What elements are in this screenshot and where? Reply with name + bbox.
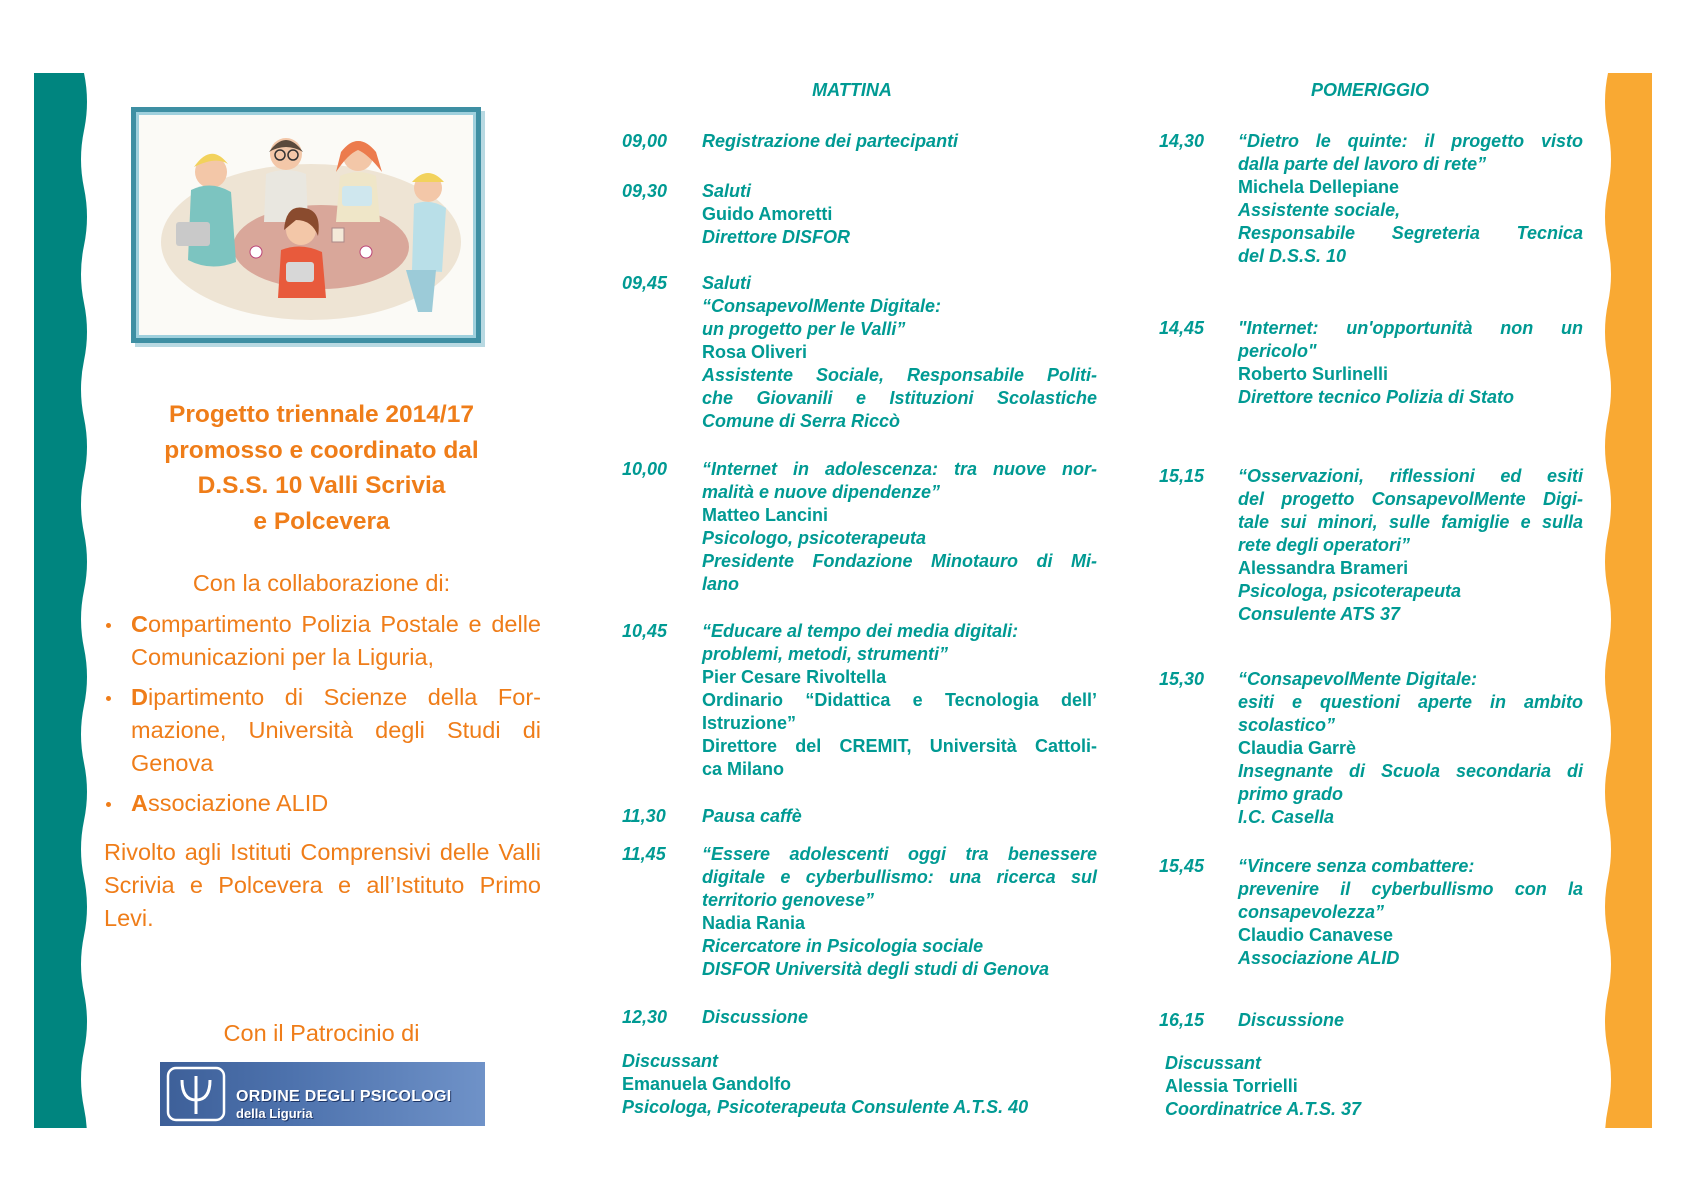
schedule-line: “Educare al tempo dei media digitali: — [702, 621, 1019, 641]
schedule-time: 09,00 — [622, 131, 668, 151]
collaboration-list — [104, 608, 541, 827]
patronage-heading: Con il Patrocinio di — [223, 1020, 420, 1046]
collaborator-initial: C — [131, 611, 148, 637]
schedule-line: “ConsapevolMente Digitale: — [702, 296, 942, 316]
schedule-line: Saluti — [702, 181, 752, 201]
illustration-drawing — [136, 112, 476, 338]
schedule-line: Assistente sociale, — [1238, 200, 1401, 220]
schedule-line: DISFOR Università degli studi di Genova — [702, 959, 1050, 979]
schedule-time: 09,30 — [622, 181, 668, 201]
schedule-line: Direttore del CREMIT, Università Cattoli- — [702, 736, 1097, 756]
schedule-line: Consulente ATS 37 — [1238, 604, 1401, 624]
schedule-time: 10,45 — [622, 621, 668, 641]
schedule-line: Pausa caffè — [702, 806, 802, 826]
discussant-name: Alessia Torrielli — [1165, 1076, 1298, 1096]
schedule-line: dalla parte del lavoro di rete” — [1238, 154, 1487, 174]
schedule-line: Ricercatore in Psicologia sociale — [702, 936, 984, 956]
schedule-time: 14,45 — [1159, 318, 1205, 338]
schedule-line: che Giovanili e Istituzioni Scolastiche — [702, 388, 1097, 408]
schedule-line: “Essere adolescenti oggi tra benessere — [702, 844, 1097, 864]
schedule-description — [702, 130, 1097, 153]
schedule-description — [1238, 465, 1583, 626]
afternoon-discussant — [1165, 1052, 1361, 1121]
schedule-line: Istruzione” — [702, 713, 797, 733]
schedule-time: 16,15 — [1159, 1010, 1205, 1030]
schedule-line: Discussione — [1238, 1010, 1345, 1030]
afternoon-heading: POMERIGGIO — [1310, 80, 1429, 100]
schedule-line: Registrazione dei partecipanti — [702, 131, 959, 151]
schedule-description — [702, 805, 1097, 828]
schedule-description — [1238, 855, 1583, 970]
schedule-time: 10,00 — [622, 459, 668, 479]
schedule-line: territorio genovese” — [702, 890, 875, 910]
collaborator-initial: A — [131, 790, 148, 816]
logo-text-line1: ORDINE DEGLI PSICOLOGI — [236, 1088, 452, 1105]
schedule-line: Claudio Canavese — [1238, 925, 1394, 945]
schedule-line: ca Milano — [702, 759, 785, 779]
wave-fill — [1605, 73, 1652, 1128]
schedule-time: 11,30 — [622, 806, 666, 826]
discussant-role: Coordinatrice A.T.S. 37 — [1165, 1099, 1362, 1119]
collaborator-item — [104, 787, 541, 820]
collaborator-name: ipartimento di Scienze della For-mazione, Università degli Studi di Genova — [131, 684, 541, 776]
schedule-line: Ordinario “Didattica e Tecnologia dell’ — [702, 690, 1097, 710]
schedule-description — [702, 458, 1097, 596]
schedule-line: malità e nuove dipendenze” — [702, 482, 941, 502]
schedule-line: Saluti — [702, 273, 752, 293]
project-title — [104, 397, 539, 539]
schedule-description — [1238, 130, 1583, 268]
teens-with-devices-illustration — [131, 107, 481, 343]
schedule-line: lano — [702, 574, 740, 594]
project-title-line: D.S.S. 10 Valli Scrivia — [197, 472, 446, 499]
collaborator-name: ssociazione ALID — [147, 790, 329, 816]
schedule-line: Direttore tecnico Polizia di Stato — [1238, 387, 1515, 407]
left-decorative-band — [34, 73, 90, 1128]
schedule-line: "Internet: un'opportunità non un — [1238, 318, 1583, 338]
schedule-line: “Internet in adolescenza: tra nuove nor- — [702, 459, 1097, 479]
schedule-description — [702, 180, 1097, 249]
collaboration-heading: Con la collaborazione di: — [192, 570, 451, 596]
schedule-description — [702, 843, 1097, 981]
schedule-description — [702, 272, 1097, 433]
right-wave-shape — [1602, 73, 1652, 1128]
schedule-line: Comune di Serra Riccò — [702, 411, 901, 431]
schedule-time: 12,30 — [622, 1007, 668, 1027]
schedule-line: Psicologa, psicoterapeuta — [1238, 581, 1462, 601]
schedule-line: Michela Dellepiane — [1238, 177, 1400, 197]
wave-fill — [34, 73, 87, 1128]
schedule-description — [1238, 1009, 1583, 1032]
morning-heading: MATTINA — [812, 80, 892, 100]
morning-discussant — [622, 1050, 1028, 1119]
schedule-line: del D.S.S. 10 — [1238, 246, 1347, 266]
target-audience-text: Rivolto agli Istituti Comprensivi delle Valli Scrivia e Polcevera e all’Istituto Primo Levi. — [104, 839, 541, 931]
schedule-line: Claudia Garrè — [1238, 738, 1357, 758]
schedule-line: “Vincere senza combattere: — [1238, 856, 1475, 876]
schedule-line: Insegnante di Scuola secondaria di — [1238, 761, 1583, 781]
schedule-description — [702, 620, 1097, 781]
schedule-line: scolastico” — [1238, 715, 1336, 735]
schedule-time: 15,15 — [1159, 466, 1205, 486]
schedule-line: Direttore DISFOR — [702, 227, 851, 247]
schedule-line: pericolo" — [1238, 341, 1317, 361]
psi-emblem-icon — [166, 1066, 226, 1122]
schedule-line: esiti e questioni aperte in ambito — [1238, 692, 1583, 712]
schedule-line: Nadia Rania — [702, 913, 806, 933]
right-decorative-band — [1602, 73, 1652, 1128]
schedule-line: consapevolezza” — [1238, 902, 1385, 922]
collaborator-name: ompartimento Polizia Postale e delle Comunicazioni per la Liguria, — [131, 611, 541, 670]
logo-text-line2: della Liguria — [236, 1106, 313, 1121]
collaborator-item — [104, 608, 541, 674]
schedule-line: Discussione — [702, 1007, 809, 1027]
schedule-line: Presidente Fondazione Minotauro di Mi- — [702, 551, 1097, 571]
schedule-line: Pier Cesare Rivoltella — [702, 667, 887, 687]
schedule-line: “Osservazioni, riflessioni ed esiti — [1238, 466, 1583, 486]
discussant-label: Discussant — [622, 1051, 719, 1071]
schedule-line: Guido Amoretti — [702, 204, 833, 224]
project-title-line: e Polcevera — [253, 507, 390, 535]
schedule-line: “Dietro le quinte: il progetto visto — [1238, 131, 1583, 151]
schedule-time: 15,45 — [1159, 856, 1205, 876]
collaborator-initial: D — [131, 684, 148, 710]
schedule-line: “ConsapevolMente Digitale: — [1238, 669, 1478, 689]
schedule-line: rete degli operatori” — [1238, 535, 1411, 555]
schedule-line: Assistente Sociale, Responsabile Politi- — [702, 365, 1097, 385]
schedule-time: 11,45 — [622, 844, 666, 864]
schedule-line: Responsabile Segreteria Tecnica — [1238, 223, 1583, 243]
schedule-line: del progetto ConsapevolMente Digi- — [1238, 489, 1583, 509]
schedule-line: tale sui minori, sulle famiglie e sulla — [1238, 512, 1583, 532]
project-title-line: promosso e coordinato dal — [164, 436, 479, 464]
schedule-description — [702, 1006, 1097, 1029]
discussant-role: Psicologa, Psicoterapeuta Consulente A.T.S. 40 — [622, 1097, 1029, 1117]
discussant-label: Discussant — [1165, 1053, 1262, 1073]
schedule-description — [1238, 668, 1583, 829]
schedule-time: 09,45 — [622, 273, 668, 293]
schedule-line: prevenire il cyberbullismo con la — [1238, 879, 1583, 899]
schedule-line: Associazione ALID — [1238, 948, 1400, 968]
schedule-line: Rosa Oliveri — [702, 342, 808, 362]
schedule-line: Roberto Surlinelli — [1238, 364, 1389, 384]
schedule-time: 15,30 — [1159, 669, 1205, 689]
ordine-psicologi-logo — [160, 1062, 485, 1126]
project-title-line: Progetto triennale 2014/17 — [168, 401, 474, 428]
schedule-time: 14,30 — [1159, 131, 1205, 151]
schedule-line: Alessandra Brameri — [1238, 558, 1409, 578]
schedule-line: Psicologo, psicoterapeuta — [702, 528, 927, 548]
discussant-name: Emanuela Gandolfo — [622, 1074, 792, 1094]
schedule-line: primo grado — [1238, 784, 1344, 804]
schedule-line: digitale e cyberbullismo: una ricerca sul — [702, 867, 1097, 887]
schedule-line: problemi, metodi, strumenti” — [702, 644, 949, 664]
schedule-line: I.C. Casella — [1238, 807, 1335, 827]
schedule-line: Matteo Lancini — [702, 505, 829, 525]
schedule-description — [1238, 317, 1583, 409]
left-wave-shape — [34, 73, 90, 1128]
collaborator-item — [104, 681, 541, 780]
schedule-line: un progetto per le Valli” — [702, 319, 906, 339]
